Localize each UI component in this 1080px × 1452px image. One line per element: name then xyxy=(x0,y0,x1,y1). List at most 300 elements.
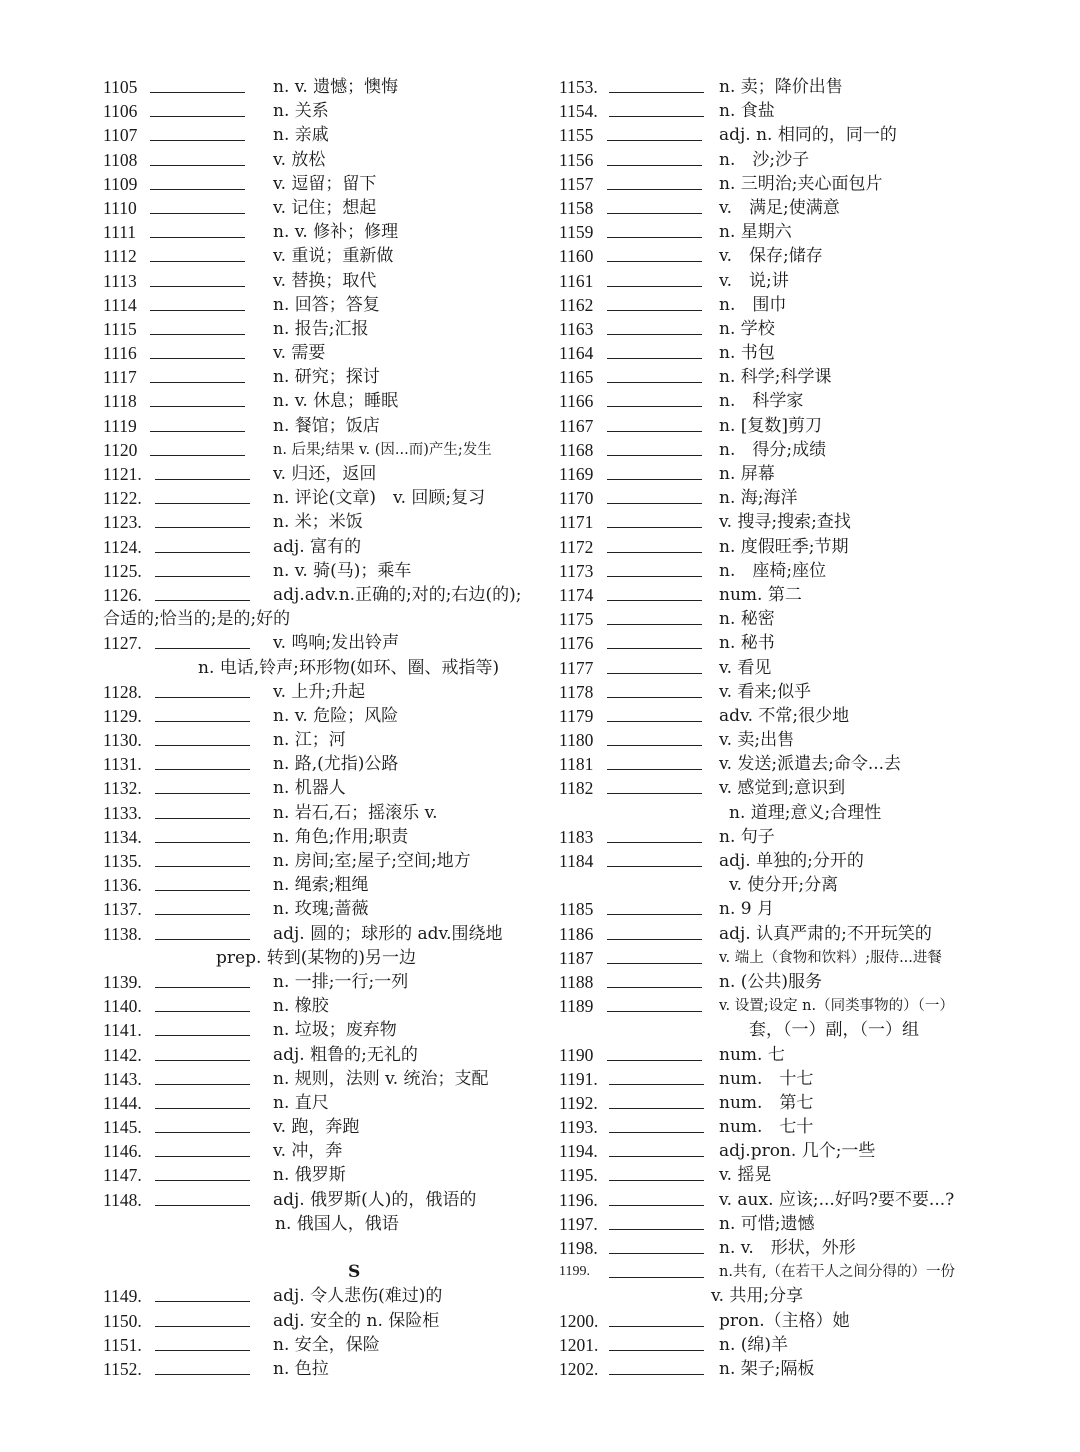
definition: n. 评论(文章) v. 回顾;复习 xyxy=(273,488,486,509)
definition: num. 七十 xyxy=(719,1117,814,1138)
answer-blank[interactable] xyxy=(607,552,702,553)
item-number: 1201. xyxy=(559,1334,599,1355)
definition: adj. 认真严肃的;不开玩笑的 xyxy=(719,923,932,944)
answer-blank[interactable] xyxy=(150,455,245,456)
item-number: 1124. xyxy=(103,536,142,557)
definition: n. (绵)羊 xyxy=(719,1334,789,1355)
definition: v. 归还，返回 xyxy=(273,464,377,484)
answer-blank[interactable] xyxy=(155,890,250,891)
answer-blank[interactable] xyxy=(150,431,245,432)
item-number: 1152. xyxy=(103,1358,142,1379)
vocab-row xyxy=(103,1333,543,1357)
answer-blank[interactable] xyxy=(155,1035,250,1036)
item-number: 1154. xyxy=(559,101,598,122)
vocab-row xyxy=(103,462,543,486)
item-number: 1170 xyxy=(559,488,594,509)
vocab-row xyxy=(559,414,999,438)
vocab-row xyxy=(103,1163,543,1187)
answer-blank[interactable] xyxy=(150,213,245,214)
vocab-row xyxy=(103,1260,543,1284)
answer-blank[interactable] xyxy=(155,479,250,480)
definition: n. 绳索;粗绳 xyxy=(273,875,369,896)
item-number: 1118 xyxy=(103,391,137,412)
vocab-row xyxy=(103,220,543,244)
item-number: 1114 xyxy=(103,294,137,315)
vocab-row xyxy=(103,365,543,389)
vocab-row xyxy=(103,317,543,341)
answer-blank[interactable] xyxy=(607,237,702,238)
definition-continuation: v. 共用;分享 xyxy=(711,1286,804,1307)
item-number: 1115 xyxy=(103,318,137,339)
definition: n. 得分;成绩 xyxy=(719,439,827,460)
vocab-row xyxy=(559,1333,999,1357)
answer-blank[interactable] xyxy=(155,1326,250,1327)
vocab-row xyxy=(559,293,999,317)
answer-blank[interactable] xyxy=(609,1180,704,1181)
answer-blank[interactable] xyxy=(150,237,245,238)
answer-blank[interactable] xyxy=(609,1253,704,1254)
vocab-row xyxy=(559,873,999,897)
answer-blank[interactable] xyxy=(607,576,702,577)
vocab-row xyxy=(559,220,999,244)
vocab-row xyxy=(559,123,999,147)
definition: n. 关系 xyxy=(273,101,329,122)
answer-blank[interactable] xyxy=(609,1374,704,1375)
item-number: 1145. xyxy=(103,1117,142,1138)
vocab-row xyxy=(103,1018,543,1042)
definition: n. 后果;结果 v. (因...而)产生;发生 xyxy=(273,441,492,458)
item-number: 1141. xyxy=(103,1020,142,1041)
vocab-row xyxy=(559,365,999,389)
answer-blank[interactable] xyxy=(607,842,702,843)
answer-blank[interactable] xyxy=(150,358,245,359)
definition: n. 书包 xyxy=(719,343,775,364)
definition-continuation: n. 道理;意义;合理性 xyxy=(729,802,882,823)
answer-blank[interactable] xyxy=(155,1350,250,1351)
answer-blank[interactable] xyxy=(607,600,702,601)
vocab-row xyxy=(103,123,543,147)
item-number: 1179 xyxy=(559,705,594,726)
answer-blank[interactable] xyxy=(150,92,245,93)
answer-blank[interactable] xyxy=(155,527,250,528)
answer-blank[interactable] xyxy=(155,1374,250,1375)
item-number: 1127. xyxy=(103,633,142,654)
vocab-row xyxy=(559,1067,999,1091)
item-number: 1134. xyxy=(103,826,142,847)
item-number: 1187 xyxy=(559,947,594,968)
vocab-row xyxy=(559,994,999,1018)
answer-blank[interactable] xyxy=(607,213,702,214)
answer-blank[interactable] xyxy=(607,479,702,480)
item-number: 1129. xyxy=(103,705,142,726)
answer-blank[interactable] xyxy=(150,189,245,190)
definition: v. 感觉到;意识到 xyxy=(719,778,846,799)
vocab-row xyxy=(103,946,543,970)
definition: n. 食盐 xyxy=(719,101,775,122)
item-number: 1162 xyxy=(559,294,594,315)
answer-blank[interactable] xyxy=(155,818,250,819)
vocab-row xyxy=(559,1212,999,1236)
vocab-row xyxy=(103,1188,543,1212)
definition: n. 海;海洋 xyxy=(719,488,798,509)
definition: adj. 粗鲁的;无礼的 xyxy=(273,1044,418,1065)
item-number: 1146. xyxy=(103,1141,142,1162)
item-number: 1194. xyxy=(559,1141,598,1162)
definition: n. 科学家 xyxy=(719,391,804,412)
answer-blank[interactable] xyxy=(150,310,245,311)
answer-blank[interactable] xyxy=(609,1350,704,1351)
vocab-row xyxy=(103,922,543,946)
item-number: 1161 xyxy=(559,270,594,291)
answer-blank[interactable] xyxy=(607,866,702,867)
vocab-row xyxy=(559,317,999,341)
item-number: 1199. xyxy=(559,1264,590,1280)
vocab-row xyxy=(559,510,999,534)
answer-blank[interactable] xyxy=(155,866,250,867)
item-number: 1123. xyxy=(103,512,142,533)
item-number: 1132. xyxy=(103,778,142,799)
item-number: 1174 xyxy=(559,584,594,605)
definition: n. 句子 xyxy=(719,826,775,847)
answer-blank[interactable] xyxy=(155,793,250,794)
definition: n. 角色;作用;职责 xyxy=(273,826,409,847)
vocab-row xyxy=(103,752,543,776)
definition: adj. 圆的；球形的 adv.围绕地 xyxy=(273,923,503,944)
definition: adj. 富有的 xyxy=(273,536,362,557)
answer-blank[interactable] xyxy=(607,358,702,359)
vocab-row xyxy=(559,752,999,776)
definition: v. 发送;派遣去;命令...去 xyxy=(719,754,902,775)
answer-blank[interactable] xyxy=(607,455,702,456)
answer-blank[interactable] xyxy=(155,600,250,601)
answer-blank[interactable] xyxy=(150,261,245,262)
vocab-row xyxy=(103,244,543,268)
answer-blank[interactable] xyxy=(150,165,245,166)
item-number: 1176 xyxy=(559,633,594,654)
item-number: 1192. xyxy=(559,1092,598,1113)
definition: n. 米；米饭 xyxy=(273,512,363,533)
answer-blank[interactable] xyxy=(155,721,250,722)
vocab-row xyxy=(559,1236,999,1260)
answer-blank[interactable] xyxy=(607,648,702,649)
vocab-row xyxy=(103,1091,543,1115)
definition: v. 看来;似乎 xyxy=(719,681,812,702)
vocab-row xyxy=(103,607,543,631)
answer-blank[interactable] xyxy=(155,1301,250,1302)
answer-blank[interactable] xyxy=(607,189,702,190)
answer-blank[interactable] xyxy=(607,963,702,964)
item-number: 1137. xyxy=(103,899,142,920)
answer-blank[interactable] xyxy=(150,382,245,383)
answer-blank[interactable] xyxy=(607,1060,702,1061)
vocab-row xyxy=(103,1212,543,1236)
answer-blank[interactable] xyxy=(155,1132,250,1133)
vocab-row xyxy=(103,825,543,849)
answer-blank[interactable] xyxy=(607,1011,702,1012)
answer-blank[interactable] xyxy=(607,431,702,432)
definition: v. 说;讲 xyxy=(719,270,789,291)
answer-blank[interactable] xyxy=(155,1084,250,1085)
item-number: 1142. xyxy=(103,1044,142,1065)
definition: num. 七 xyxy=(719,1044,785,1065)
answer-blank[interactable] xyxy=(155,914,250,915)
answer-blank[interactable] xyxy=(607,697,702,698)
definition: n. 色拉 xyxy=(273,1358,329,1379)
definition: v. 卖;出售 xyxy=(719,730,795,751)
item-number: 1159 xyxy=(559,222,594,243)
definition: v. 需要 xyxy=(273,343,326,364)
answer-blank[interactable] xyxy=(155,552,250,553)
definition: v. 满足;使满意 xyxy=(719,197,840,218)
answer-blank[interactable] xyxy=(607,503,702,504)
definition: n. 研究；探讨 xyxy=(273,367,380,388)
vocab-row xyxy=(559,897,999,921)
definition: n. 垃圾；废弃物 xyxy=(273,1020,397,1041)
item-number: 1151. xyxy=(103,1334,142,1355)
vocab-row xyxy=(103,994,543,1018)
answer-blank[interactable] xyxy=(607,382,702,383)
answer-blank[interactable] xyxy=(155,745,250,746)
answer-blank[interactable] xyxy=(155,939,250,940)
definition: n. 江；河 xyxy=(273,730,346,751)
definition: n. 三明治;夹心面包片 xyxy=(719,173,883,194)
answer-blank[interactable] xyxy=(150,116,245,117)
definition: num. 十七 xyxy=(719,1068,814,1089)
item-number: 1180 xyxy=(559,730,594,751)
definition: v. 重说；重新做 xyxy=(273,246,394,267)
answer-blank[interactable] xyxy=(607,939,702,940)
vocab-row xyxy=(559,244,999,268)
definition: n. v. 骑(马)；乘车 xyxy=(273,560,412,581)
vocab-row xyxy=(559,438,999,462)
definition-continuation: n. 电话,铃声;环形物(如环、圈、戒指等) xyxy=(198,657,500,678)
left-column xyxy=(103,75,543,1381)
definition: n. 机器人 xyxy=(273,778,346,799)
answer-blank[interactable] xyxy=(607,286,702,287)
definition-continuation: v. 使分开;分离 xyxy=(729,875,839,896)
item-number: 1197. xyxy=(559,1213,598,1234)
vocab-row xyxy=(103,631,543,655)
definition: n. 星期六 xyxy=(719,222,792,243)
item-number: 1166 xyxy=(559,391,594,412)
vocab-row xyxy=(559,341,999,365)
answer-blank[interactable] xyxy=(609,116,704,117)
vocab-row xyxy=(559,656,999,680)
item-number: 1163 xyxy=(559,318,594,339)
definition: n. 回答；答复 xyxy=(273,294,380,315)
answer-blank[interactable] xyxy=(607,165,702,166)
definition: v. 看见 xyxy=(719,657,772,678)
definition: v. 上升;升起 xyxy=(273,681,366,702)
vocab-row xyxy=(559,970,999,994)
vocab-row xyxy=(559,99,999,123)
answer-blank[interactable] xyxy=(155,1205,250,1206)
answer-blank[interactable] xyxy=(607,261,702,262)
item-number: 1120 xyxy=(103,439,138,460)
answer-blank[interactable] xyxy=(609,1084,704,1085)
answer-blank[interactable] xyxy=(607,310,702,311)
vocab-row xyxy=(103,438,543,462)
definition-continuation: prep. 转到(某物的)另一边 xyxy=(216,947,417,968)
item-number: 1136. xyxy=(103,875,142,896)
answer-blank[interactable] xyxy=(609,1156,704,1157)
answer-blank[interactable] xyxy=(155,987,250,988)
vocab-row xyxy=(103,1067,543,1091)
vocab-row xyxy=(103,535,543,559)
definition: n. v. 形状，外形 xyxy=(719,1238,856,1258)
item-number: 1143. xyxy=(103,1068,142,1089)
vocab-row xyxy=(103,1309,543,1333)
answer-blank[interactable] xyxy=(607,140,702,141)
vocab-row xyxy=(103,1284,543,1308)
item-number: 1105 xyxy=(103,77,138,97)
definition: n. 俄罗斯 xyxy=(273,1165,346,1186)
vocab-row xyxy=(103,728,543,752)
definition: v. 跑，奔跑 xyxy=(273,1117,360,1138)
vocab-row xyxy=(559,1188,999,1212)
answer-blank[interactable] xyxy=(155,1108,250,1109)
item-number: 1147. xyxy=(103,1165,142,1186)
right-column xyxy=(559,75,999,1381)
vocab-row xyxy=(559,75,999,99)
answer-blank[interactable] xyxy=(155,769,250,770)
definition: adj. 俄罗斯(人)的，俄语的 xyxy=(273,1189,477,1210)
answer-blank[interactable] xyxy=(607,721,702,722)
item-number: 1164 xyxy=(559,343,594,364)
item-number: 1119 xyxy=(103,415,137,436)
answer-blank[interactable] xyxy=(150,334,245,335)
item-number: 1181 xyxy=(559,754,594,775)
answer-blank[interactable] xyxy=(607,673,702,674)
answer-blank[interactable] xyxy=(607,769,702,770)
answer-blank[interactable] xyxy=(609,1108,704,1109)
item-number: 1133. xyxy=(103,802,142,823)
definition: n. 规则，法则 v. 统治；支配 xyxy=(273,1068,489,1089)
definition-continuation: 合适的;恰当的;是的;好的 xyxy=(103,609,291,630)
vocab-row xyxy=(103,341,543,365)
answer-blank[interactable] xyxy=(155,1011,250,1012)
item-number: 1149. xyxy=(103,1286,142,1307)
item-number: 1193. xyxy=(559,1117,598,1138)
item-number: 1117 xyxy=(103,367,137,388)
definition: pron.（主格）她 xyxy=(719,1310,850,1331)
definition: num. 第二 xyxy=(719,584,802,605)
answer-blank[interactable] xyxy=(155,503,250,504)
definition: n. v. 危险；风险 xyxy=(273,705,399,726)
item-number: 1156 xyxy=(559,149,594,170)
definition: adj. 单独的;分开的 xyxy=(719,851,864,871)
vocab-row xyxy=(103,776,543,800)
definition: adj. 安全的 n. 保险柜 xyxy=(273,1310,440,1331)
vocab-row xyxy=(559,486,999,510)
vocab-row xyxy=(559,607,999,631)
answer-blank[interactable] xyxy=(607,745,702,746)
answer-blank[interactable] xyxy=(150,406,245,407)
answer-blank[interactable] xyxy=(155,1180,250,1181)
vocab-row xyxy=(559,1091,999,1115)
item-number: 1130. xyxy=(103,730,142,751)
answer-blank[interactable] xyxy=(607,793,702,794)
definition: n. 围巾 xyxy=(719,294,787,315)
vocab-row xyxy=(103,172,543,196)
vocab-row xyxy=(103,269,543,293)
answer-blank[interactable] xyxy=(609,1326,704,1327)
answer-blank[interactable] xyxy=(155,1060,250,1061)
answer-blank[interactable] xyxy=(150,140,245,141)
item-number: 1158 xyxy=(559,197,594,218)
item-number: 1121. xyxy=(103,464,142,484)
vocab-row xyxy=(103,510,543,534)
vocab-row xyxy=(103,148,543,172)
vocab-row xyxy=(559,680,999,704)
item-number: 1190 xyxy=(559,1044,594,1065)
answer-blank[interactable] xyxy=(607,987,702,988)
item-number: 1155 xyxy=(559,125,594,146)
definition: v. aux. 应该;...好吗?要不要...? xyxy=(719,1189,955,1210)
vocab-row xyxy=(559,535,999,559)
definition: n. 橡胶 xyxy=(273,996,329,1017)
item-number: 1167 xyxy=(559,415,594,436)
answer-blank[interactable] xyxy=(607,914,702,915)
vocab-row xyxy=(103,970,543,994)
definition: n. v. 休息；睡眠 xyxy=(273,391,399,412)
answer-blank[interactable] xyxy=(155,1156,250,1157)
answer-blank[interactable] xyxy=(607,527,702,528)
definition: adv. 不常;很少地 xyxy=(719,705,850,726)
section-heading: S xyxy=(348,1262,361,1283)
vocab-row xyxy=(103,801,543,825)
answer-blank[interactable] xyxy=(155,576,250,577)
answer-blank[interactable] xyxy=(609,1205,704,1206)
answer-blank[interactable] xyxy=(609,1277,704,1278)
item-number: 1106 xyxy=(103,101,138,122)
vocab-row xyxy=(559,1357,999,1381)
answer-blank[interactable] xyxy=(155,842,250,843)
vocab-row xyxy=(103,680,543,704)
item-number: 1135. xyxy=(103,851,142,871)
vocab-row xyxy=(559,728,999,752)
item-number: 1126. xyxy=(103,584,142,605)
answer-blank[interactable] xyxy=(609,1229,704,1230)
answer-blank[interactable] xyxy=(609,92,704,93)
vocab-row xyxy=(559,1018,999,1042)
definition: n. 沙;沙子 xyxy=(719,149,810,170)
answer-blank[interactable] xyxy=(150,286,245,287)
answer-blank[interactable] xyxy=(607,406,702,407)
definition: n. 座椅;座位 xyxy=(719,560,827,581)
answer-blank[interactable] xyxy=(607,624,702,625)
vocab-row xyxy=(103,196,543,220)
vocab-row xyxy=(103,1139,543,1163)
vocab-row xyxy=(559,1139,999,1163)
item-number: 1198. xyxy=(559,1238,598,1258)
item-number: 1196. xyxy=(559,1189,598,1210)
item-number: 1125. xyxy=(103,560,142,581)
definition: n. 9 月 xyxy=(719,899,774,920)
answer-blank[interactable] xyxy=(155,648,250,649)
vocab-row xyxy=(559,583,999,607)
answer-blank[interactable] xyxy=(607,334,702,335)
answer-blank[interactable] xyxy=(155,697,250,698)
definition: n. 可惜;遗憾 xyxy=(719,1213,815,1234)
item-number: 1111 xyxy=(103,222,137,243)
definition: n. 房间;室;屋子;空间;地方 xyxy=(273,851,471,871)
answer-blank[interactable] xyxy=(609,1132,704,1133)
definition: n. 度假旺季;节期 xyxy=(719,536,849,557)
vocab-row xyxy=(559,922,999,946)
vocab-row xyxy=(103,486,543,510)
definition: n. 亲戚 xyxy=(273,125,329,146)
